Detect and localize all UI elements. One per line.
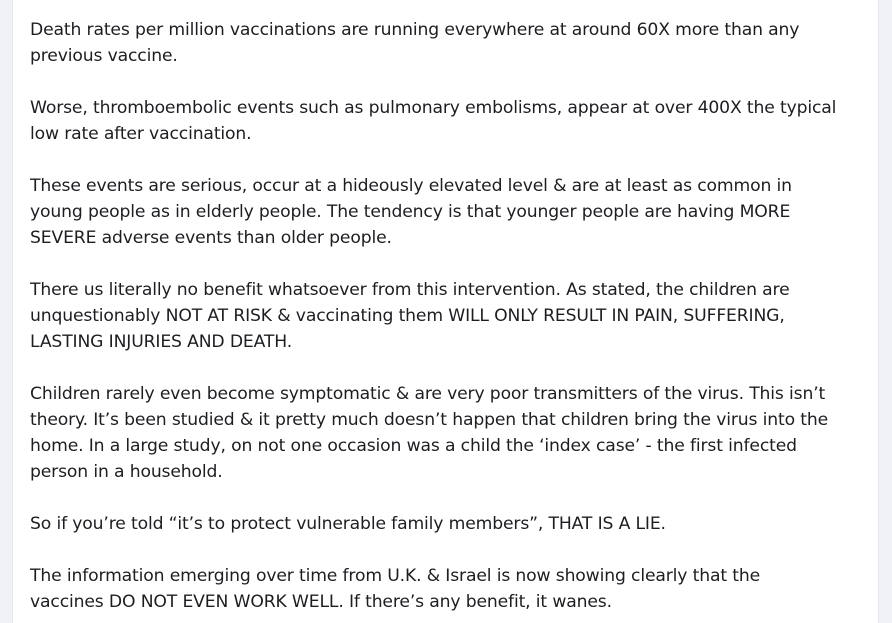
text-line: LASTING INJURIES AND DEATH.	[30, 332, 293, 352]
text-line: unquestionably NOT AT RISK & vaccinating them WILL ONLY RESULT IN PAIN, SUFFERING,	[30, 306, 785, 326]
text-line: low rate after vaccination.	[30, 124, 252, 144]
text-line: Death rates per million vaccinations are running everywhere at around 60X more than any	[30, 20, 800, 40]
post-paragraph-6	[30, 511, 875, 537]
text-line: theory. It’s been studied & it pretty much doesn’t happen that children bring the virus into the	[30, 410, 829, 430]
text-line: home. In a large study, on not one occasion was a child the ‘index case’ - the first infected	[30, 436, 797, 456]
post-paragraph-2	[30, 95, 875, 147]
text-line: So if you’re told “it’s to protect vulnerable family members”, THAT IS A LIE.	[30, 514, 666, 534]
text-line: young people as in elderly people. The tendency is that younger people are having MORE	[30, 202, 791, 222]
text-line: previous vaccine.	[30, 46, 178, 66]
text-line: person in a household.	[30, 462, 223, 482]
post-paragraph-7	[30, 563, 875, 615]
text-line: The information emerging over time from U.K. & Israel is now showing clearly that the	[30, 566, 761, 586]
text-line: These events are serious, occur at a hideously elevated level & are at least as common in	[30, 176, 792, 196]
post-paragraph-1	[30, 17, 875, 69]
post-card	[12, 0, 879, 623]
post-body-text	[30, 17, 875, 623]
text-line: Worse, thromboembolic events such as pulmonary embolisms, appear at over 400X the typical	[30, 98, 837, 118]
text-line: Children rarely even become symptomatic & are very poor transmitters of the virus. This isn’t	[30, 384, 826, 404]
text-line: There us literally no benefit whatsoever from this intervention. As stated, the children are	[30, 280, 790, 300]
post-paragraph-5	[30, 381, 875, 485]
text-line: vaccines DO NOT EVEN WORK WELL. If there’s any benefit, it wanes.	[30, 592, 612, 612]
post-paragraph-3	[30, 173, 875, 251]
text-line: SEVERE adverse events than older people.	[30, 228, 392, 248]
post-paragraph-4	[30, 277, 875, 355]
